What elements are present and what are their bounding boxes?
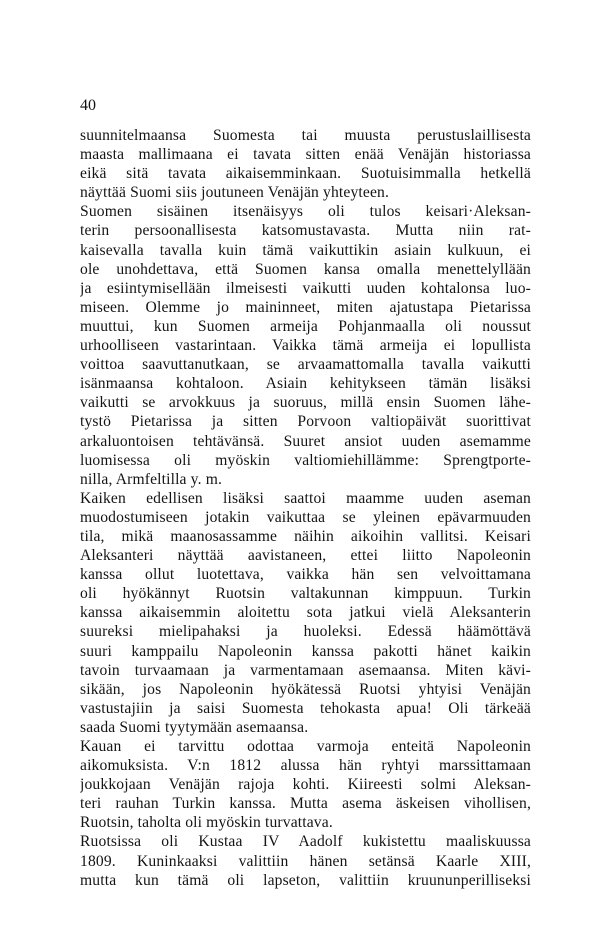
text-line: isänmaansa kohtaloon. Asiain kehitykseen tämän lisäksi bbox=[80, 375, 531, 393]
text-line: suuri kamppailu Napoleonin kanssa pakotti hänet kaikin bbox=[80, 642, 531, 660]
text-line: terin persoonallisesta katsomustavasta. Mutta niin rat- bbox=[80, 222, 531, 240]
text-line: Ruotsissa oli Kustaa IV Aadolf kukistettu maaliskuussa bbox=[80, 833, 531, 851]
text-line: 1809. Kuninkaaksi valittiin hänen setänsä Kaarle XIII, bbox=[80, 852, 531, 870]
text-line: kaisevalla tavalla kuin tämä vaikuttikin asiain kulkuun, ei bbox=[80, 241, 531, 259]
text-line: teri rauhan Turkin kanssa. Mutta asema äskeisen vihollisen, bbox=[80, 795, 531, 813]
text-line: eikä sitä tavata aikaisemminkaan. Suotuisimmalla hetkellä bbox=[80, 165, 531, 183]
text-line: miseen. Olemme jo maininneet, miten ajatustapa Pietarissa bbox=[80, 298, 531, 316]
text-line: saada Suomi tyytymään asemaansa. bbox=[80, 718, 309, 736]
text-line: sikään, jos Napoleonin hyökätessä Ruotsi yhtyisi Venäjän bbox=[80, 680, 531, 698]
text-line: suureksi mielipahaksi ja huoleksi. Edessä häämöttävä bbox=[80, 623, 531, 641]
text-line: Aleksanteri näyttää aavistaneen, ettei liitto Napoleonin bbox=[80, 547, 531, 565]
text-line: oli hyökännyt Ruotsin valtakunnan kimppuun. Turkin bbox=[80, 585, 531, 603]
text-line: kanssa ollut luotettava, vaikka hän sen velvoittamana bbox=[80, 566, 531, 584]
text-line: maasta mallimaana ei tavata sitten enää Venäjän historiassa bbox=[80, 146, 531, 164]
text-line: Kaiken edellisen lisäksi saattoi maamme uuden aseman bbox=[80, 489, 531, 507]
text-line: joukkojaan Venäjän rajoja kohti. Kiireesti solmi Aleksan- bbox=[80, 776, 531, 794]
text-line: ja esiintymisellään ilmeisesti vaikutti uuden kohtalonsa luo- bbox=[80, 279, 531, 297]
text-line: ole unohdettava, että Suomen kansa omalla menettelyllään bbox=[80, 260, 531, 278]
text-line: näyttää Suomi siis joutuneen Venäjän yhteyteen. bbox=[80, 184, 390, 202]
text-line: voittoa saavuttanutkaan, se arvaamattomalla tavalla vaikutti bbox=[80, 356, 531, 374]
page-number: 40 bbox=[80, 97, 96, 114]
text-line: arkaluontoisen tehtävänsä. Suuret ansiot uuden asemamme bbox=[80, 432, 531, 450]
text-line: muuttui, kun Suomen armeija Pohjanmaalla oli noussut bbox=[80, 317, 531, 335]
text-line: muodostumiseen jotakin vaikuttaa se yleinen epävarmuuden bbox=[80, 508, 531, 526]
text-line: Suomen sisäinen itsenäisyys oli tulos keisari·Aleksan- bbox=[80, 203, 531, 221]
text-line: aikomuksista. V:n 1812 alussa hän ryhtyi marssittamaan bbox=[80, 757, 531, 775]
text-line: Ruotsin, taholta oli myöskin turvattava. bbox=[80, 814, 333, 832]
text-line: urhoolliseen vastarintaan. Vaikka tämä armeija ei lopullista bbox=[80, 337, 531, 355]
text-line: vaikutti se arvokkuus ja suoruus, millä ensin Suomen lähe- bbox=[80, 394, 531, 412]
text-line: nilla, Armfeltilla y. m. bbox=[80, 470, 223, 488]
text-line: luomisessa oli myöskin valtiomiehillämme: Sprengtporte- bbox=[80, 451, 531, 469]
text-line: Kauan ei tarvittu odottaa varmoja enteitä Napoleonin bbox=[80, 738, 531, 755]
text-line: tystö Pietarissa ja sitten Porvoon valtiopäivät suorittivat bbox=[80, 413, 531, 431]
text-line: mutta kun tämä oli lapseton, valittiin kruununperilliseksi bbox=[80, 871, 531, 889]
body-text bbox=[80, 126, 531, 890]
text-line: tila, mikä maanosassamme näihin aikoihin vallitsi. Keisari bbox=[80, 527, 531, 545]
text-line: suunnitelmaansa Suomesta tai muusta perustuslaillisesta bbox=[80, 127, 531, 144]
text-line: tavoin turvaamaan ja varmentamaan asemaansa. Miten kävi- bbox=[80, 661, 531, 679]
text-line: vastustajiin ja saisi Suomesta tehokasta apua! Oli tärkeää bbox=[80, 699, 531, 717]
text-line: kanssa aikaisemmin aloitettu sota jatkui vielä Aleksanterin bbox=[80, 604, 531, 622]
